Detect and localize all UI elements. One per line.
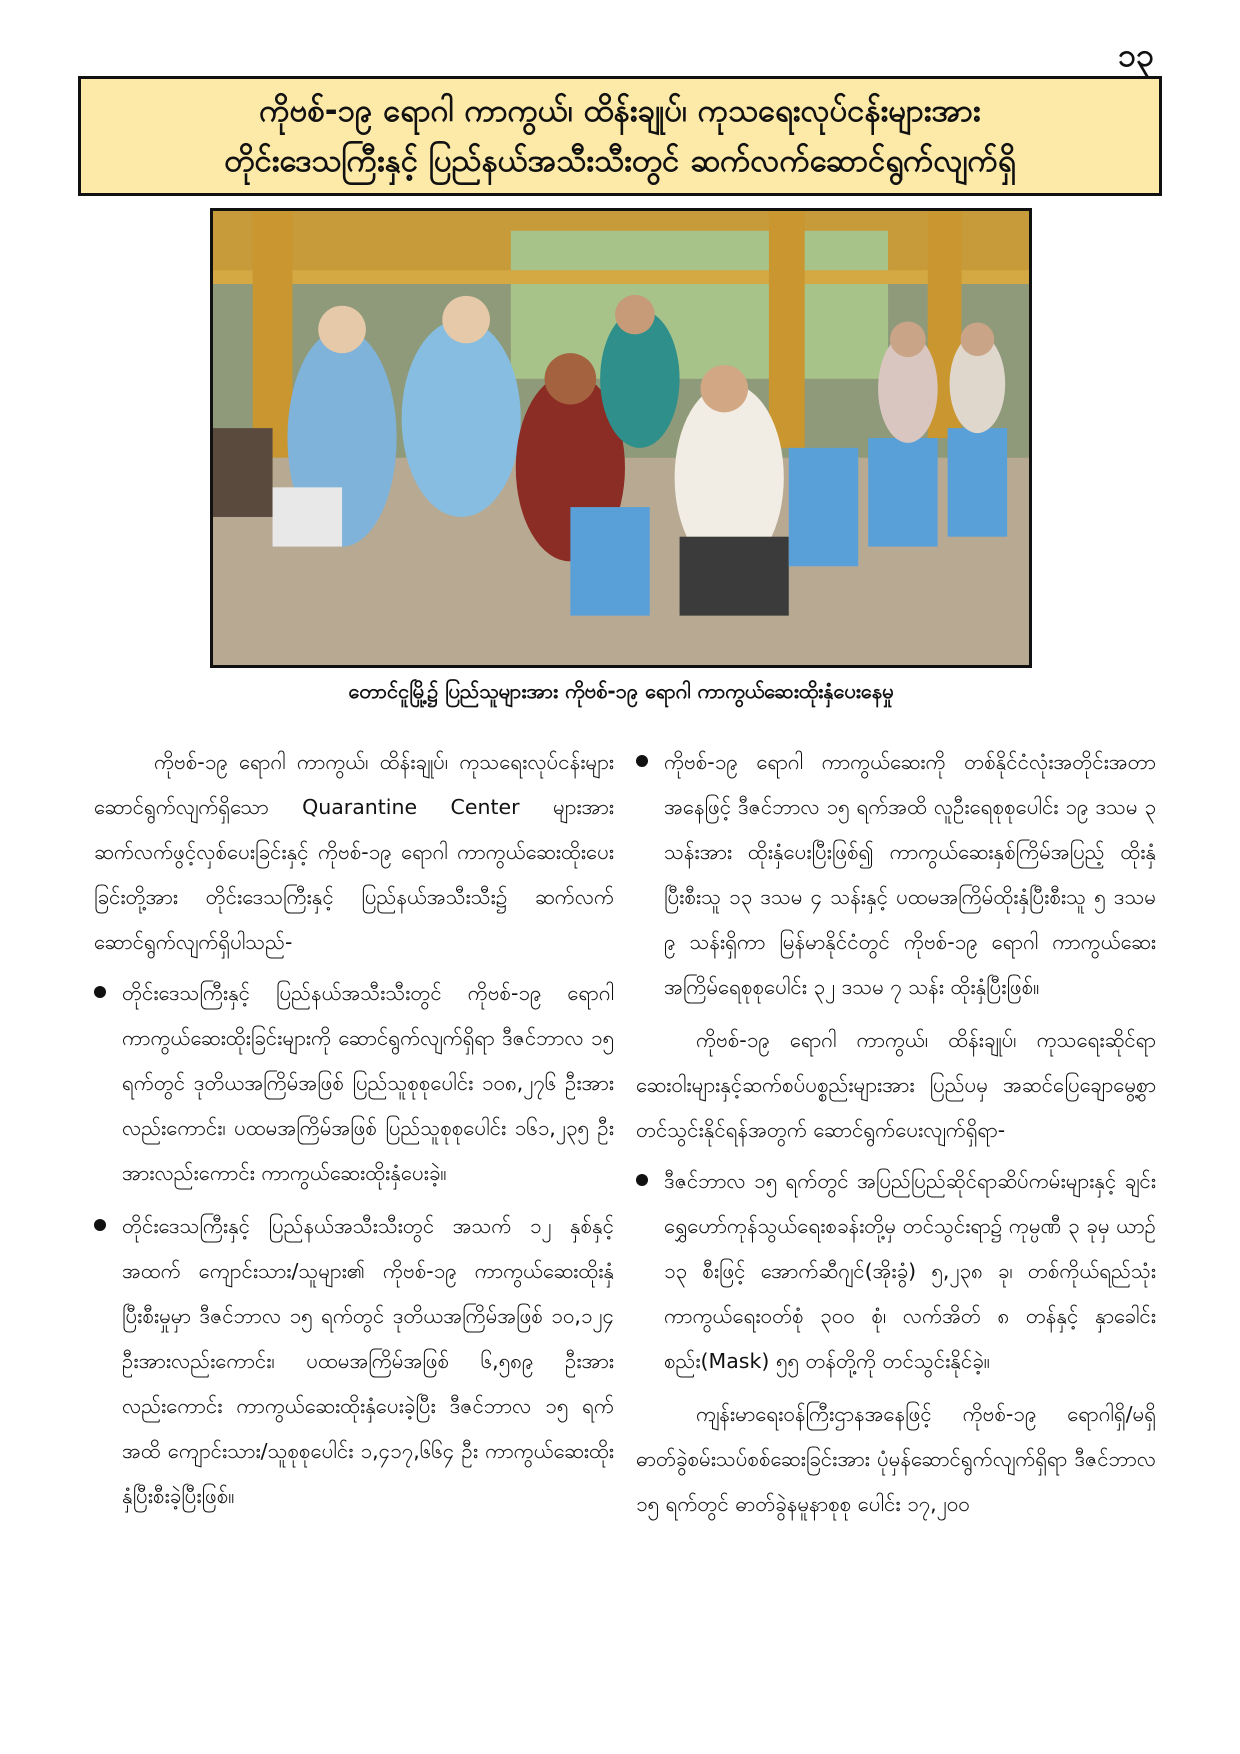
list-item-text: ဒီဇင်ဘာလ ၁၅ ရက်တွင် အပြည်ပြည်ဆိုင်ရာဆိပ်ကမ်းများနှင့် ချင်းရွှေဟော်ကုန်သွယ်ရေးစခန်းတို့မှ တင်သွင်းရာ၌ ကုမ္ပဏီ ၃ ခုမှ ယာဉ် ၁၃ စီးဖြင့် အောက်ဆီဂျင်(အိုးခွံ) ၅,၂၃၈ ခု၊ တစ်ကိုယ်ရည်သုံးကာကွယ်ရေးဝတ်စုံ ၃၀၀ စုံ၊ လက်အိတ် ၈ တန်နှင့် နှာခေါင်းစည်း(Mask) ၅၅ တန်တို့ကို တင်သွင်းနိုင်ခဲ့။ <box>664 1169 1156 1373</box>
headline-box <box>78 76 1162 196</box>
bullet-icon <box>94 1219 106 1231</box>
list-item-text: တိုင်းဒေသကြီးနှင့် ပြည်နယ်အသီးသီးတွင် အသက် ၁၂ နှစ်နှင့်အထက် ကျောင်းသား/သူများ၏ ကိုဗစ်-၁၉ ကာကွယ်ဆေးထိုးနှံပြီးစီးမှုမှာ ဒီဇင်ဘာလ ၁၅ ရက်တွင် ဒုတိယအကြိမ်အဖြစ် ၁၀,၁၂၄ ဦးအားလည်းကောင်း၊ ပထမအကြိမ်အဖြစ် ၆,၅၈၉ ဦးအားလည်းကောင်း ကာကွယ်ဆေးထိုးနှံပေးခဲ့ပြီး ဒီဇင်ဘာလ ၁၅ ရက်အထိ ကျောင်းသား/သူစုစုပေါင်း ၁,၄၁၇,၆၆၄ ဦး ကာကွယ်ဆေးထိုးနှံပြီးစီးခဲ့ပြီးဖြစ်။ <box>122 1214 614 1508</box>
bullet-icon <box>94 986 106 998</box>
intro-paragraph: ကိုဗစ်-၁၉ ရောဂါ ကာကွယ်၊ ထိန်းချုပ်၊ ကုသရေးလုပ်ငန်းများဆောင်ရွက်လျက်ရှိသော Quarantine Center များအား ဆက်လက်ဖွင့်လှစ်ပေးခြင်းနှင့် ကိုဗစ်-၁၉ ရောဂါ ကာကွယ်ဆေးထိုးပေးခြင်းတို့အား တိုင်းဒေသကြီးနှင့် ပြည်နယ်အသီးသီး၌ ဆက်လက်ဆောင်ရွက်လျက်ရှိပါသည်- <box>94 750 614 954</box>
testing-paragraph: ကျန်းမာရေးဝန်ကြီးဌာနအနေဖြင့် ကိုဗစ်-၁၉ ရောဂါရှိ/မရှိ ဓာတ်ခွဲစမ်းသပ်စစ်ဆေးခြင်းအား ပုံမှန်ဆောင်ရွက်လျက်ရှိရာ ဒီဇင်ဘာလ ၁၅ ရက်တွင် ဓာတ်ခွဲနမူနာစုစု ပေါင်း ၁၇,၂၀၀ <box>636 1402 1156 1516</box>
medical-supplies-paragraph: ကိုဗစ်-၁၉ ရောဂါ ကာကွယ်၊ ထိန်းချုပ်၊ ကုသရေးဆိုင်ရာဆေးဝါးများနှင့်ဆက်စပ်ပစ္စည်းများအား ပြည်ပမှ အဆင်ပြေချောမွေ့စွာ တင်သွင်းနိုင်ရန်အတွက် ဆောင်ရွက်ပေးလျက်ရှိရာ- <box>636 1028 1156 1142</box>
vaccination-photo-illustration <box>213 211 1029 665</box>
headline-line-2: တိုင်းဒေသကြီးနှင့် ပြည်နယ်အသီးသီးတွင် ဆက်လက်ဆောင်ရွက်လျက်ရှိ <box>224 143 1016 179</box>
list-item <box>94 1204 614 1519</box>
list-item <box>94 971 614 1196</box>
page-number: ၁၃ <box>1118 36 1154 74</box>
photo-caption: တောင်ငူမြို့၌ ပြည်သူများအား ကိုဗစ်-၁၉ ရောဂါ ကာကွယ်ဆေးထိုးနှံပေးနေမှု <box>348 679 894 703</box>
list-item-text: ကိုဗစ်-၁၉ ရောဂါ ကာကွယ်ဆေးကို တစ်နိုင်ငံလုံးအတိုင်းအတာအနေဖြင့် ဒီဇင်ဘာလ ၁၅ ရက်အထိ လူဦးရေစုစုပေါင်း ၁၉ ဒသမ ၃ သန်းအား ထိုးနှံပေးပြီးဖြစ်၍ ကာကွယ်ဆေးနှစ်ကြိမ်အပြည့် ထိုးနှံပြီးစီးသူ ၁၃ ဒသမ ၄ သန်းနှင့် ပထမအကြိမ်ထိုးနှံပြီးစီးသူ ၅ ဒသမ ၉ သန်းရှိကာ မြန်မာနိုင်ငံတွင် ကိုဗစ်-၁၉ ရောဂါ ကာကွယ်ဆေးအကြိမ်ရေစုစုပေါင်း ၃၂ ဒသမ ၇ သန်း ထိုးနှံပြီးဖြစ်။ <box>664 750 1156 999</box>
list-item <box>636 1159 1156 1384</box>
bullet-icon <box>636 1174 648 1186</box>
headline-line-1: ကိုဗစ်-၁၉ ရောဂါ ကာကွယ်၊ ထိန်းချုပ်၊ ကုသရေးလုပ်ငန်းများအား <box>259 93 981 129</box>
bullet-icon <box>636 755 648 767</box>
left-column <box>94 740 614 1527</box>
list-item-text: တိုင်းဒေသကြီးနှင့် ပြည်နယ်အသီးသီးတွင် ကိုဗစ်-၁၉ ရောဂါကာကွယ်ဆေးထိုးခြင်းများကို ဆောင်ရွက်လျက်ရှိရာ ဒီဇင်ဘာလ ၁၅ ရက်တွင် ဒုတိယအကြိမ်အဖြစ် ပြည်သူစုစုပေါင်း ၁၀၈,၂၇၆ ဦးအားလည်းကောင်း၊ ပထမအကြိမ်အဖြစ် ပြည်သူစုစုပေါင်း ၁၆၁,၂၃၅ ဦးအားလည်းကောင်း ကာကွယ်ဆေးထိုးနှံပေးခဲ့။ <box>122 981 614 1185</box>
vaccination-photo <box>210 208 1032 668</box>
list-item <box>636 740 1156 1010</box>
right-column <box>636 740 1156 1533</box>
